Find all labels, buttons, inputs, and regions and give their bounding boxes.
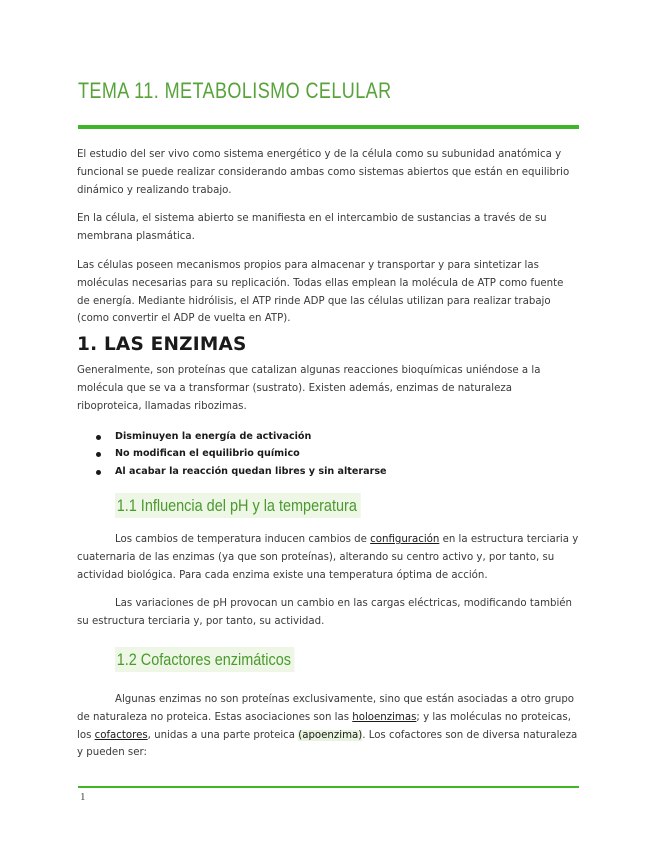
underlined-term-configuracion: configuración	[370, 534, 440, 546]
section-heading-enzimas: 1. LAS ENZIMAS	[77, 334, 247, 356]
text-run: , unidas a una parte proteica	[147, 729, 299, 741]
footer-rule	[78, 786, 579, 788]
list-item	[77, 463, 579, 481]
list-item-text: No modifican el equilibrio químico	[115, 448, 300, 460]
document-body	[77, 146, 579, 762]
subsection-heading-wrap-1-1	[77, 493, 579, 518]
list-item-text: Al acabar la reacción quedan libres y sin alterarse	[115, 465, 387, 477]
title-underline-rule	[78, 125, 579, 129]
text-run: Algunas enzimas no son proteínas exclusivamente, sino que están asociadas a otro grupo de naturaleza no proteica. Estas asociaciones son las	[77, 694, 575, 723]
subsection-heading-cofactores: 1.2 Cofactores enzimáticos	[115, 647, 294, 672]
text-run: ; y las moléculas no proteicas, los	[77, 711, 571, 741]
cofactores-paragraph	[77, 691, 579, 762]
enzimas-paragraph: Generalmente, son proteínas que catalizan algunas reacciones bioquímicas uniéndose a la molécula que se va a transformar (sustrato). Existen además, enzimas de naturaleza riboproteica, llamadas ribozimas.	[77, 365, 541, 412]
text-run: . Los cofactores son de diversa naturaleza y pueden ser:	[77, 729, 578, 759]
bullet-dot-icon	[96, 470, 101, 475]
ph-temperatura-paragraph-1	[77, 531, 579, 584]
text-run: Los cambios de temperatura inducen cambios de	[115, 534, 371, 546]
intro-paragraph-3: Las células poseen mecanismos propios para almacenar y transportar y para sintetizar las moléculas necesarias para su replicación. Todas ellas emplean la molécula de ATP como fuente de energía. Mediante hidrólisis, el ATP rinde ADP que las células utilizan para realizar trabajo (como convertir el ADP de vuelta en ATP).	[77, 259, 564, 325]
list-item	[77, 445, 579, 463]
underlined-term-holoenzimas: holoenzimas	[352, 711, 417, 723]
intro-paragraph-1: El estudio del ser vivo como sistema energético y de la célula como su subunidad anatómica y funcional se puede realizar considerando ambas como sistemas abiertos que están en equilibrio dinámico y realizando trabajo.	[77, 149, 570, 196]
text-run: en la estructura terciaria y cuaternaria de las enzimas (ya que son proteínas), alterando su centro activo y, por tanto, su actividad biológica. Para cada enzima existe una temperatura óptima de acción.	[77, 534, 579, 581]
list-item-text: Disminuyen la energía de activación	[115, 430, 312, 442]
intro-paragraph-2: En la célula, el sistema abierto se manifiesta en el intercambio de sustancias a través de su membrana plasmática.	[77, 213, 547, 243]
bullet-dot-icon	[96, 435, 101, 440]
underlined-term-cofactores: cofactores	[94, 729, 148, 741]
subsection-heading-wrap-1-2	[77, 647, 579, 672]
list-item	[77, 428, 579, 446]
document-title: TEMA 11. METABOLISMO CELULAR	[78, 78, 392, 103]
highlighted-term-apoenzima: (apoenzima)	[298, 729, 363, 741]
subsection-heading-ph-temperatura: 1.1 Influencia del pH y la temperatura	[115, 493, 360, 518]
bullet-dot-icon	[96, 452, 101, 457]
ph-temperatura-paragraph-2: Las variaciones de pH provocan un cambio en las cargas eléctricas, modificando también su estructura terciaria y, por tanto, su actividad.	[77, 598, 573, 628]
page-number: 1	[80, 791, 86, 803]
enzimas-bullet-list	[77, 428, 579, 481]
